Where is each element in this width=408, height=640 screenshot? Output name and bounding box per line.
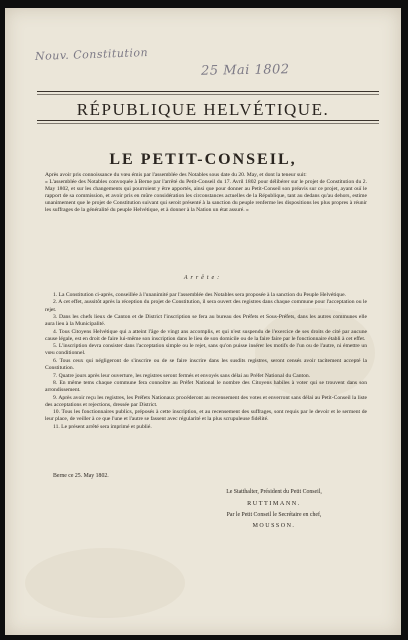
title-rule	[37, 120, 379, 121]
preamble-quote: « L'assemblée des Notables convoquée à Berne par l'arrêté du Petit-Conseil du 17. Avril 1802 pour délibérer sur le projet de Constitution du 2. May 1802, et sur les changements qui pourroient y être apportés, ainsi que pour donner au Petit-Conseil son préavis sur ce projet, ayant ouï le rapport de sa commission, et avoir pris en mûre considération les circonstances actuelles de la République, tant au dedans qu'au dehors, estime unanimement que le projet de Constitution suivant qui seroit présenté à la sanction du peuple renferme les dispositions les plus propres à réunir les suffrages de la généralité du peuple Helvétique, et à donner à la Nation un état assuré. »	[45, 179, 367, 214]
paper-stain	[25, 548, 185, 618]
article-item: 3. Dans les chefs lieux de Canton et de District l'inscription se fera au bureau des Préfets et Sous-Préfets, dans les autres communes elle aura lieu à la Municipalité.	[45, 314, 367, 328]
articles-list	[45, 292, 367, 431]
issuing-body: LE PETIT-CONSEIL,	[109, 151, 297, 168]
preamble	[45, 172, 367, 215]
margin-note-left: Nouv. Constitution	[34, 46, 149, 63]
article-item: 2. A cet effet, aussitôt après la réception du projet de Constitution, il sera ouvert des registres dans chaque commune pour l'acceptation ou le rejet.	[45, 299, 367, 313]
signature-title-1: Le Statthalter, Président du Petit Conseil,	[226, 489, 322, 495]
article-item: 9. Après avoir reçu les registres, les Préfets Nationaux procéderont au recensement des votes et enverront sans délai au Petit-Conseil la liste des acceptations et rejections, dressée par District.	[45, 394, 367, 408]
signature-name-2: MOUSSON.	[252, 523, 296, 529]
header-rule	[37, 91, 379, 92]
article-item: 4. Tous Citoyens Helvétique qui a atteint l'âge de vingt ans accomplis, et qui n'est suspendu de l'exercice de ses droits de cité par aucune cause légale, est en droit de faire lui-même son inscription dans le lieu de son domicile ou de la faire faire par le fonctionnaire établi à cet effet.	[45, 328, 367, 342]
article-item: 7. Quatre jours après leur ouverture, les registres seront fermés et envoyés sans délai au Préfet National du Canton.	[53, 372, 311, 379]
header-rule-thin	[37, 94, 379, 95]
signature-title-2: Par le Petit Conseil le Secrétaire en chef,	[226, 512, 322, 518]
article-item: 1. La Constitution ci-après, conseillée à l'unanimité par l'assemblée des Notables sera proposée à la sanction du Peuple Helvétique.	[53, 292, 346, 298]
arrete-heading: Arrête:	[183, 275, 223, 281]
document-title: RÉPUBLIQUE HELVÉTIQUE.	[76, 100, 330, 119]
article-item: 5. L'inscription devra consister dans l'acceptation simple ou le rejet, sans qu'on puisse insérer les motifs de l'un ou de l'autre, ni émettre un vœu conditionnel.	[45, 343, 367, 357]
title-rule-thin	[37, 123, 379, 124]
article-item: 8. En même tems chaque commune fera connoître au Préfet National le nombre des Citoyens habiles à voter qui se trouvent dans son arrondissement.	[45, 379, 367, 394]
preamble-opening: Après avoir pris connoissance du vœu émis par l'assemblée des Notables sous date du 20. May, et dont la teneur suit:	[45, 172, 307, 178]
article-item: 11. Le présent arrêté sera imprimé et publié.	[53, 423, 152, 430]
document-page	[5, 8, 401, 635]
article-item: 10. Tous les fonctionnaires publics, préposés à cette inscription, et au recensement des suffrages, sont requis par le devoir et le serment de leur place, de veiller à ce que l'une et l'autre se fassent avec régularité et la plus scrupuleuse fidélité.	[45, 409, 367, 423]
article-item: 6. Tous ceux qui négligeront de s'inscrire ou de se faire inscrire dans les susdits registres, seront censés avoir tacitement accepté la Constitution.	[45, 357, 367, 372]
margin-note-right: 25 Mai 1802	[200, 62, 290, 79]
signature-name-1: RUTTIMANN.	[247, 500, 301, 507]
date-line: Berne ce 25. May 1802.	[53, 473, 109, 479]
